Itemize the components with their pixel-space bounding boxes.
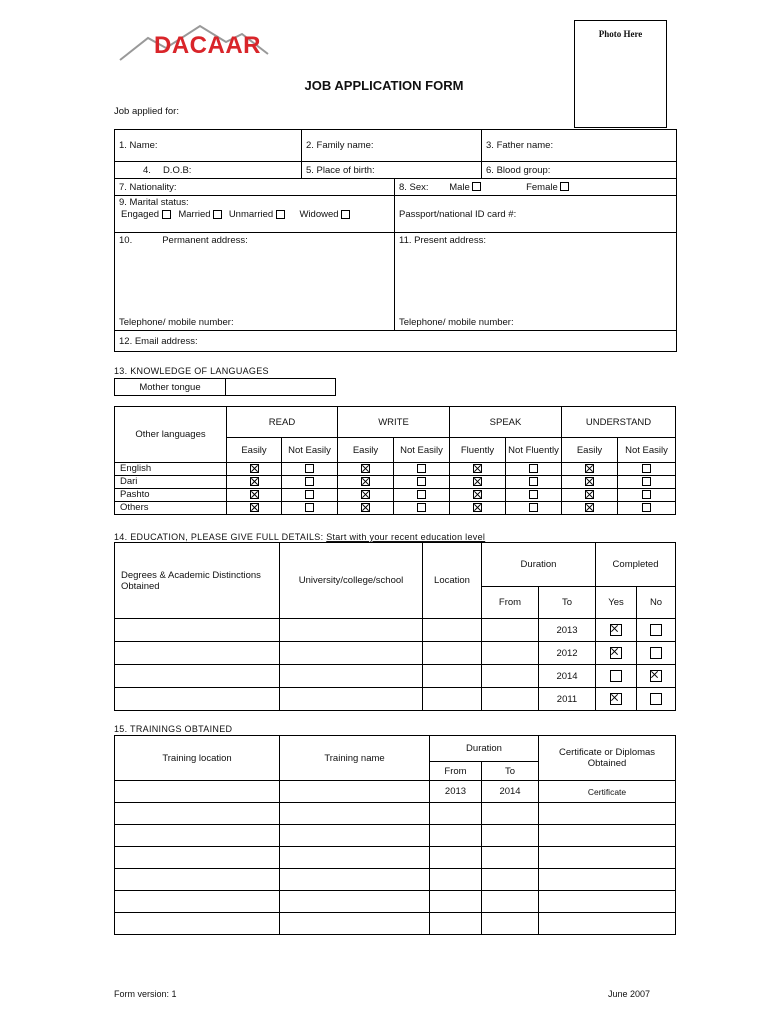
language-checkbox[interactable] (642, 477, 651, 486)
language-row (115, 502, 676, 515)
place-of-birth-field[interactable]: 5. Place of birth: (302, 162, 482, 179)
photo-placeholder[interactable] (574, 20, 667, 128)
language-checkbox[interactable] (361, 464, 370, 473)
degrees-header: Degrees & Academic Distinctions Obtained (115, 543, 280, 619)
language-subheader: Not Fluently (506, 438, 562, 463)
language-checkbox[interactable] (305, 490, 314, 499)
language-check-cell (618, 502, 676, 515)
marital-status-field: 9. Marital status: Engaged Married Unmarried Widowed (115, 196, 395, 233)
education-yes-cell (596, 688, 637, 711)
other-languages-header: Other languages (115, 407, 227, 463)
training-location-cell[interactable] (115, 781, 280, 803)
language-checkbox[interactable] (642, 464, 651, 473)
email-field[interactable]: 12. Email address: (115, 331, 677, 352)
language-row (115, 463, 676, 476)
education-row (115, 688, 676, 711)
language-name: Others (115, 502, 227, 515)
language-checkbox[interactable] (250, 477, 259, 486)
education-cell[interactable] (482, 619, 539, 642)
language-subheader: Easily (562, 438, 618, 463)
language-checkbox[interactable] (529, 490, 538, 499)
training-name-cell[interactable] (280, 825, 430, 847)
education-no-cell (637, 688, 676, 711)
language-check-cell (282, 476, 338, 489)
language-checkbox[interactable] (250, 464, 259, 473)
language-checkbox[interactable] (585, 477, 594, 486)
form-date: June 2007 (608, 989, 651, 999)
language-checkbox[interactable] (585, 490, 594, 499)
training-location-cell[interactable] (115, 847, 280, 869)
language-check-cell (618, 476, 676, 489)
unmarried-checkbox[interactable] (276, 210, 285, 219)
training-to-cell[interactable]: 2014 (482, 781, 539, 803)
language-check-cell (506, 489, 562, 502)
language-subheader: Fluently (450, 438, 506, 463)
language-subheader: Easily (227, 438, 282, 463)
language-checkbox[interactable] (361, 490, 370, 499)
training-row (115, 869, 676, 891)
name-field[interactable]: 1. Name: (115, 130, 302, 162)
language-row (115, 476, 676, 489)
job-applied-label: Job applied for: (114, 106, 179, 117)
language-checkbox[interactable] (361, 477, 370, 486)
language-checkbox[interactable] (305, 477, 314, 486)
training-to-cell[interactable] (482, 825, 539, 847)
duration-header: Duration (482, 543, 596, 587)
language-subheader: Not Easily (394, 438, 450, 463)
language-check-cell (227, 463, 282, 476)
training-name-cell[interactable] (280, 891, 430, 913)
education-cell[interactable] (482, 642, 539, 665)
language-name: English (115, 463, 227, 476)
trainings-section-title: 15. TRAININGS OBTAINED (114, 724, 233, 734)
language-checkbox[interactable] (473, 503, 482, 512)
training-name-cell[interactable] (280, 803, 430, 825)
education-cell[interactable] (423, 619, 482, 642)
language-checkbox[interactable] (417, 490, 426, 499)
language-check-cell (562, 502, 618, 515)
language-checkbox[interactable] (585, 503, 594, 512)
training-certificate-cell[interactable] (539, 869, 676, 891)
language-check-cell (394, 502, 450, 515)
trainings-table (114, 735, 676, 935)
education-cell[interactable] (280, 665, 423, 688)
education-cell[interactable] (482, 688, 539, 711)
education-to-year[interactable]: 2012 (539, 642, 596, 665)
languages-table (114, 406, 676, 515)
language-checkbox[interactable] (417, 503, 426, 512)
language-checkbox[interactable] (361, 503, 370, 512)
language-checkbox[interactable] (417, 477, 426, 486)
language-checkbox[interactable] (585, 464, 594, 473)
education-row (115, 665, 676, 688)
training-certificate-cell[interactable] (539, 847, 676, 869)
family-name-field[interactable]: 2. Family name: (302, 130, 482, 162)
language-check-cell (450, 502, 506, 515)
language-checkbox[interactable] (305, 503, 314, 512)
training-name-cell[interactable] (280, 847, 430, 869)
permanent-telephone-label: Telephone/ mobile number: (119, 317, 234, 328)
page-title: JOB APPLICATION FORM (304, 78, 464, 93)
language-checkbox[interactable] (250, 490, 259, 499)
language-row (115, 489, 676, 502)
permanent-address-field[interactable]: 10. Permanent address: Telephone/ mobile number: (115, 233, 395, 331)
mother-tongue-input[interactable] (226, 379, 336, 396)
education-cell[interactable] (115, 619, 280, 642)
yes-header: Yes (596, 587, 637, 619)
language-checkbox[interactable] (305, 464, 314, 473)
training-row (115, 803, 676, 825)
language-check-cell (338, 463, 394, 476)
training-from-cell[interactable] (430, 913, 482, 935)
training-name-header: Training name (280, 736, 430, 781)
speak-header: SPEAK (450, 407, 562, 438)
training-from-cell[interactable] (430, 869, 482, 891)
education-row (115, 619, 676, 642)
language-check-cell (562, 489, 618, 502)
completed-no-checkbox[interactable] (650, 647, 662, 659)
read-header: READ (227, 407, 338, 438)
language-check-cell (506, 476, 562, 489)
education-cell[interactable] (423, 642, 482, 665)
language-check-cell (506, 463, 562, 476)
training-location-cell[interactable] (115, 803, 280, 825)
married-checkbox[interactable] (213, 210, 222, 219)
mother-tongue-label: Mother tongue (115, 379, 226, 396)
training-row (115, 781, 676, 803)
female-checkbox[interactable] (560, 182, 569, 191)
education-no-cell (637, 665, 676, 688)
no-header: No (637, 587, 676, 619)
training-to-cell[interactable] (482, 913, 539, 935)
training-row (115, 825, 676, 847)
training-location-cell[interactable] (115, 825, 280, 847)
training-location-cell[interactable] (115, 913, 280, 935)
language-check-cell (227, 476, 282, 489)
from-header: From (482, 587, 539, 619)
education-yes-cell (596, 665, 637, 688)
nationality-field[interactable]: 7. Nationality: (115, 179, 395, 196)
language-check-cell (227, 502, 282, 515)
completed-no-checkbox[interactable] (650, 624, 662, 636)
languages-section-title: 13. KNOWLEDGE OF LANGUAGES (114, 366, 269, 376)
completed-yes-checkbox[interactable] (610, 670, 622, 682)
education-cell[interactable] (280, 642, 423, 665)
completed-yes-checkbox[interactable] (610, 693, 622, 705)
training-from-header: From (430, 762, 482, 781)
education-cell[interactable] (423, 688, 482, 711)
present-telephone-label: Telephone/ mobile number: (399, 317, 514, 328)
language-check-cell (450, 476, 506, 489)
training-from-cell[interactable] (430, 891, 482, 913)
language-checkbox[interactable] (250, 503, 259, 512)
training-duration-header: Duration (430, 736, 539, 762)
logo: DACAAR (154, 32, 261, 59)
education-cell[interactable] (115, 665, 280, 688)
completed-header: Completed (596, 543, 676, 587)
completed-yes-checkbox[interactable] (610, 624, 622, 636)
to-header: To (539, 587, 596, 619)
training-row (115, 913, 676, 935)
sex-field: 8. Sex: Male Female (395, 179, 677, 196)
training-name-cell[interactable] (280, 913, 430, 935)
personal-details-table (114, 129, 677, 352)
training-row (115, 891, 676, 913)
language-check-cell (450, 489, 506, 502)
education-row (115, 642, 676, 665)
education-cell[interactable] (280, 688, 423, 711)
training-location-header: Training location (115, 736, 280, 781)
language-checkbox[interactable] (417, 464, 426, 473)
language-check-cell (450, 463, 506, 476)
education-to-year[interactable]: 2011 (539, 688, 596, 711)
education-cell[interactable] (482, 665, 539, 688)
father-name-field[interactable]: 3. Father name: (482, 130, 677, 162)
education-cell[interactable] (423, 665, 482, 688)
language-check-cell (394, 489, 450, 502)
training-from-cell[interactable]: 2013 (430, 781, 482, 803)
training-row (115, 847, 676, 869)
language-check-cell (562, 476, 618, 489)
language-check-cell (338, 502, 394, 515)
training-from-cell[interactable] (430, 847, 482, 869)
blood-group-field[interactable]: 6. Blood group: (482, 162, 677, 179)
language-check-cell (394, 476, 450, 489)
training-certificate-cell[interactable] (539, 825, 676, 847)
language-check-cell (282, 502, 338, 515)
language-check-cell (394, 463, 450, 476)
form-version: Form version: 1 (114, 989, 177, 999)
training-name-cell[interactable] (280, 781, 430, 803)
language-check-cell (338, 476, 394, 489)
training-certificate-cell[interactable] (539, 891, 676, 913)
education-table (114, 542, 676, 711)
language-checkbox[interactable] (473, 464, 482, 473)
language-check-cell (282, 463, 338, 476)
language-check-cell (227, 489, 282, 502)
language-checkbox[interactable] (642, 490, 651, 499)
education-yes-cell (596, 642, 637, 665)
understand-header: UNDERSTAND (562, 407, 676, 438)
training-to-cell[interactable] (482, 803, 539, 825)
training-from-cell[interactable] (430, 803, 482, 825)
training-to-header: To (482, 762, 539, 781)
language-checkbox[interactable] (529, 477, 538, 486)
training-to-cell[interactable] (482, 869, 539, 891)
certificate-header: Certificate or Diplomas Obtained (539, 736, 676, 781)
education-to-year[interactable]: 2013 (539, 619, 596, 642)
dob-field[interactable]: 4. D.O.B: (115, 162, 302, 179)
language-checkbox[interactable] (529, 464, 538, 473)
language-checkbox[interactable] (642, 503, 651, 512)
language-check-cell (282, 489, 338, 502)
education-cell[interactable] (280, 619, 423, 642)
training-from-cell[interactable] (430, 825, 482, 847)
education-yes-cell (596, 619, 637, 642)
language-check-cell (562, 463, 618, 476)
education-to-year[interactable]: 2014 (539, 665, 596, 688)
write-header: WRITE (338, 407, 450, 438)
language-name: Pashto (115, 489, 227, 502)
training-certificate-cell[interactable]: Certificate (539, 781, 676, 803)
mother-tongue-table (114, 378, 336, 396)
training-to-cell[interactable] (482, 847, 539, 869)
training-to-cell[interactable] (482, 891, 539, 913)
university-header: University/college/school (280, 543, 423, 619)
education-section-title: 14. EDUCATION, PLEASE GIVE FULL DETAILS: Start with your recent education level (114, 532, 486, 542)
education-cell[interactable] (115, 688, 280, 711)
location-header: Location (423, 543, 482, 619)
training-certificate-cell[interactable] (539, 803, 676, 825)
language-name: Dari (115, 476, 227, 489)
language-subheader: Easily (338, 438, 394, 463)
language-check-cell (338, 489, 394, 502)
completed-no-checkbox[interactable] (650, 670, 662, 682)
language-checkbox[interactable] (529, 503, 538, 512)
language-checkbox[interactable] (473, 490, 482, 499)
language-check-cell (618, 463, 676, 476)
education-cell[interactable] (115, 642, 280, 665)
widowed-checkbox[interactable] (341, 210, 350, 219)
language-check-cell (618, 489, 676, 502)
passport-field[interactable]: Passport/national ID card #: (395, 196, 677, 233)
completed-no-checkbox[interactable] (650, 693, 662, 705)
language-subheader: Not Easily (618, 438, 676, 463)
education-no-cell (637, 619, 676, 642)
language-subheader: Not Easily (282, 438, 338, 463)
engaged-checkbox[interactable] (162, 210, 171, 219)
training-name-cell[interactable] (280, 869, 430, 891)
training-location-cell[interactable] (115, 869, 280, 891)
present-address-field[interactable]: 11. Present address: Telephone/ mobile number: (395, 233, 677, 331)
photo-label: Photo Here (598, 29, 643, 39)
education-no-cell (637, 642, 676, 665)
training-certificate-cell[interactable] (539, 913, 676, 935)
language-check-cell (506, 502, 562, 515)
completed-yes-checkbox[interactable] (610, 647, 622, 659)
language-checkbox[interactable] (473, 477, 482, 486)
training-location-cell[interactable] (115, 891, 280, 913)
male-checkbox[interactable] (472, 182, 481, 191)
